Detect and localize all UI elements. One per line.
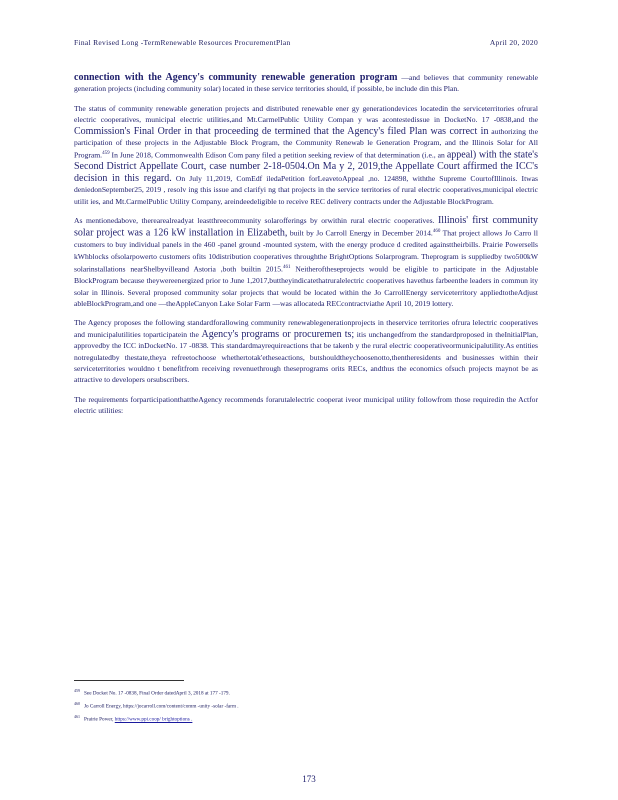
paragraph-1-text: —and believes that community renewable generation projects (including community solar) located in these service territories should, if possible, be include din this Plan. bbox=[74, 73, 538, 94]
footnote-ref-459[interactable]: 459 bbox=[102, 151, 110, 157]
footnote-number: 461 bbox=[74, 714, 80, 720]
paragraph-5 bbox=[74, 394, 538, 417]
paragraph-3-large-text: Illinois' first community solar project was a 126 kW installation in Elizabeth, bbox=[74, 215, 539, 239]
paragraph-1-lead: connection with the Agency's community renewable generation program bbox=[74, 72, 398, 83]
paragraph-2 bbox=[74, 103, 538, 207]
paragraph-1 bbox=[74, 72, 538, 95]
paragraph-2-text-d: On July 11,2019, ComEdf iledaPetition forLeavetoAppeal ,no. 124898, withthe Supreme CourtofIllinois. Itwas deniedonSeptember25, 2019 , resolv ing this issue and clarifyi ng that projects in the service territories of rural electric cooperatives,municipal electric utilit ies, and Mt.CarmelPublic Utility Company, areindeedeligible to receive REC delivery contracts under the Adjustable BlockProgram. bbox=[74, 173, 538, 206]
paragraph-5-text: The requirements forparticipationthattheAgency recommends forarutalelectric cooperat iveor municipal utility followfrom those requiredin the Actfor electric utilities: bbox=[74, 394, 538, 416]
header-date: April 20, 2020 bbox=[489, 38, 538, 47]
header-document-title: Final Revised Long -TermRenewable Resources ProcurementPlan bbox=[74, 38, 291, 47]
paragraph-4-large-text: Agency's programs or procuremen ts; bbox=[201, 328, 355, 340]
footnote-459 bbox=[74, 686, 538, 699]
paragraph-2-text-b: authorizing the participation of these projects in the Adjustable Block Program, the Community Renewab le Generation Program, and the Illinois Solar for All Program. bbox=[74, 126, 538, 160]
page-body bbox=[74, 72, 538, 425]
footnote-text: Prairie Power, bbox=[84, 717, 115, 724]
page-number: 173 bbox=[302, 774, 316, 784]
paragraph-2-text-a: The status of community renewable generation projects and distributed renewable ener gy generationdevices locatedin the serviceterritories ofrural electric cooperatives, municipal electric utilities,and Mt.CarmelPublic Utility Compan y was acontestedissue in DocketNo. 17 -0838,and the bbox=[74, 103, 538, 125]
footnote-number: 459 bbox=[74, 688, 80, 693]
paragraph-2-large-text-a: Commission's Final Order in that proceeding de termined that the Agency's filed Plan was correct in bbox=[74, 125, 489, 137]
footnotes bbox=[74, 686, 538, 726]
paragraph-3 bbox=[74, 215, 538, 309]
footnote-ref-461[interactable]: 461 bbox=[282, 265, 291, 271]
paragraph-3-text-b: built by Jo Carroll Energy in December 2014. bbox=[287, 228, 433, 238]
page-header bbox=[74, 38, 538, 50]
paragraph-2-text-c: In June 2018, Commonwealth Edison Com pany filed a petition seeking review of that determination (i.e., an bbox=[109, 150, 447, 160]
footnote-number: 460 bbox=[74, 701, 80, 707]
footnote-ref-460[interactable]: 460 bbox=[432, 229, 441, 235]
footnote-text: See Docket No. 17 -0838, Final Order datedApril 3, 2018 at 177 -179. bbox=[84, 690, 230, 697]
paragraph-4 bbox=[74, 317, 538, 385]
footnote-text: Jo Carroll Energy, https://jocarroll.com/content/comm -unity -solar -farm . bbox=[84, 703, 239, 710]
footnote-link[interactable]: https://www.ppi.coop/ brightoptions . bbox=[114, 717, 193, 724]
footnote-divider bbox=[74, 680, 184, 681]
paragraph-4-text-b: itis unchangedfrom the standardproposed in theInitialPlan, approvedby the ICC inDocketNo. 17 -0838. This standardmayrequireactions that be takenb y the rural electric cooperativeormunicipalutility.As entities notregulatedby thestate,theya refreetochoose whethertotak'etheseactions, butshouldtheychoosenotto,thentheresidents and businesses within their serviceterritories wouldno t benefitfrom receiving revenuethrough theseprograms orits RECs, andthus the economics ofsuch projects maynot be as attractive to developers orsubscribers. bbox=[74, 329, 539, 385]
footnote-461 bbox=[74, 712, 538, 725]
paragraph-3-text-c: That project allows Jo Carro ll customers to buy individual panels in the 460 -panel ground -mounted system, with the energy produce d credited againsttheirbills. Prairie Powersells kWhblocks ofsolarpowerto customers ofits 10distribution cooperatives throughthe BrightOptions Solarprogram. Theprogram is suppliedby two500kW solarinstallations nearShelbyvilleand Astoria ,both builtin 2015. bbox=[74, 228, 538, 274]
paragraph-3-text-a: As mentionedabove, therearealreadyat leastthreecommunity solarofferings by orwithin rural electric cooperatives. bbox=[74, 216, 438, 225]
footnote-460 bbox=[74, 699, 538, 712]
paragraph-2-large-text-b: appeal) with the state's Second District Appellate Court, case number 2-18-0504.On Ma y 2, 2019,the Appellate Court affirmed the ICC's decision in this regard. bbox=[74, 149, 539, 184]
paragraph-3-text-d: Neitheroftheseprojects would be eligible to participate in the Adjustable BlockProgram because theywereenergized prior to June 1,2017,buttheyindicatethatruralelectric cooperatives havethus farbeenthe leaders in commun ity solar in Illinois. Several proposed community solar projects that would be located within the Jo CarrollEnergy serviceterritory appliedtotheAdjust ableBlockProgram,and one —theAppleCanyon Lake Solar Farm —was allocateda RECcontractviathe April 10, 2019 lottery. bbox=[74, 264, 538, 308]
paragraph-4-text-a: The Agency proposes the following standardforallowing community renewablegenerationprojects in theservice territories ofrura lelectric cooperatives and municipalutilities toparticipatein the bbox=[74, 318, 538, 339]
